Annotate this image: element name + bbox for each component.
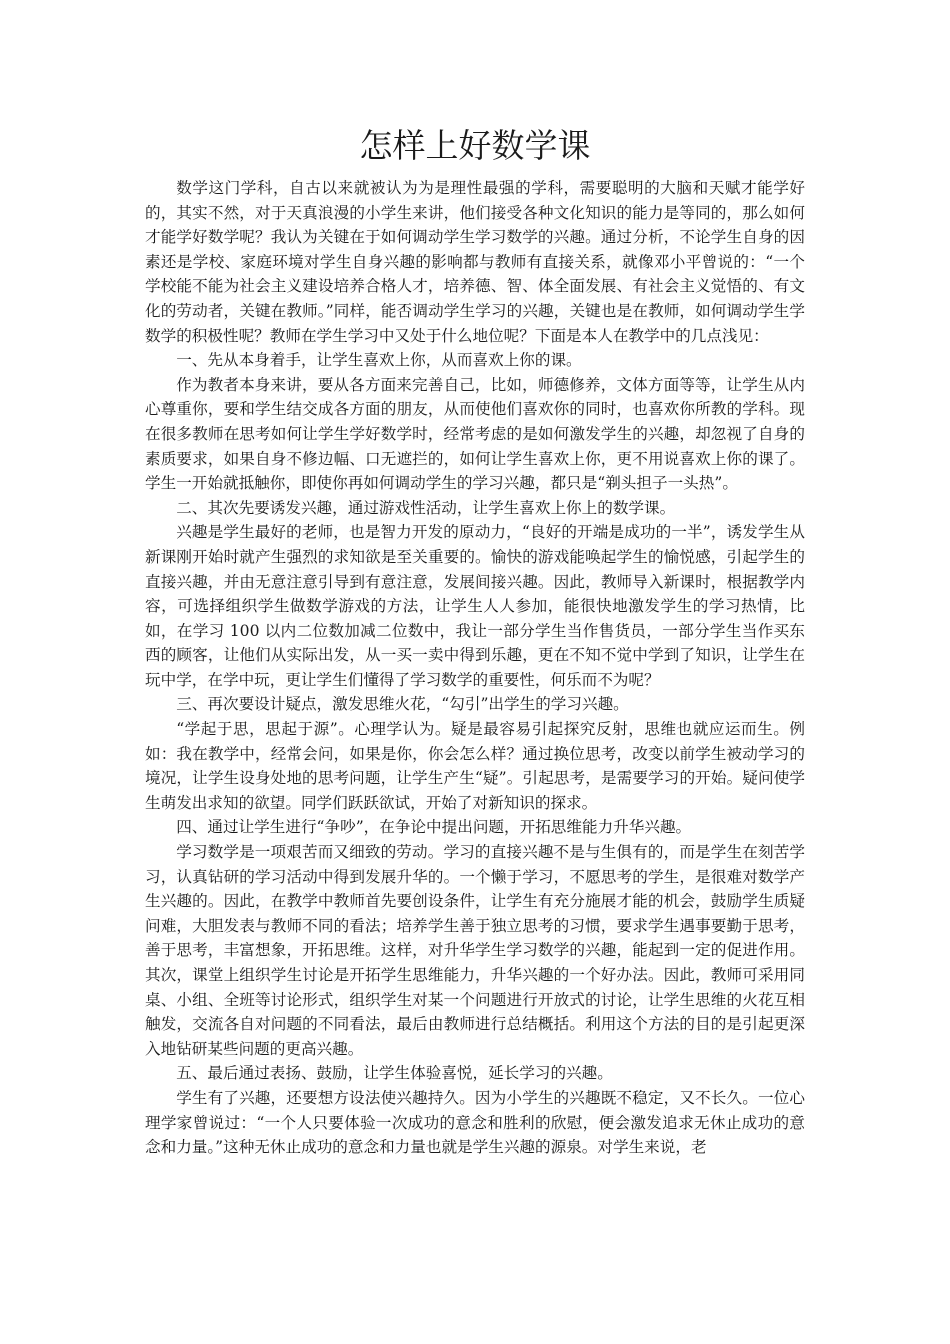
section-heading-5: 五、最后通过表扬、鼓励，让学生体验喜悦，延长学习的兴趣。 [176,1064,613,1083]
section-paragraph-1: 作为教者本身来讲，要从各方面来完善自己，比如，师德修养，文体方面等等，让学生从内心尊重你，要和学生结交成各方面的朋友，从而使他们喜欢你的同时，也喜欢你所教的学科。现在很多教师在思考如何让学生学好数学时，经常考虑的是如何激发学生的兴趣，却忽视了自身的素质要求，如果自身不修边幅、口无遮拦的，如何让学生喜欢上你，更不用说喜欢上你的课了。学生一开始就抵触你，即使你再如何调动学生的学习兴趣，都只是“剃头担子一头热”。 [145,375,805,493]
section-heading-4: 四、通过让学生进行“争吵”，在争论中提出问题，开拓思维能力升华兴趣。 [176,818,692,837]
section-paragraph-4: 学习数学是一项艰苦而又细致的劳动。学习的直接兴趣不是与生俱有的，而是学生在刻苦学习，认真钻研的学习活动中得到发展升华的。一个懒于学习，不愿思考的学生，是很难对数学产生兴趣的。因此，在教学中教师首先要创设条件，让学生有充分施展才能的机会，鼓励学生质疑问难，大胆发表与教师不同的看法；培养学生善于独立思考的习惯，要求学生遇事要勤于思考，善于思考，丰富想象，开拓思维。这样，对升华学生学习数学的兴趣，能起到一定的促进作用。其次，课堂上组织学生讨论是开拓学生思维能力，升华兴趣的一个好办法。因此，教师可采用同桌、小组、全班等讨论形式，组织学生对某一个问题进行开放式的讨论，让学生思维的火花互相触发，交流各自对问题的不同看法，最后由教师进行总结概括。利用这个方法的目的是引起更深入地钻研某些问题的更高兴趣。 [145,843,805,1058]
section-heading-2: 二、其次先要诱发兴趣，通过游戏性活动，让学生喜欢上你上的数学课。 [176,498,676,517]
document-body [145,176,805,1160]
section-paragraph-5: 学生有了兴趣，还要想方设法使兴趣持久。因为小学生的兴趣既不稳定，又不长久。一位心理学家曾说过：“一个人只要体验一次成功的意念和胜利的欣慰，便会激发追求无休止成功的意念和力量。”这种无休止成功的意念和力量也就是学生兴趣的源泉。对学生来说，老 [145,1088,805,1157]
intro-paragraph: 数学这门学科，自古以来就被认为为是理性最强的学科，需要聪明的大脑和天赋才能学好的，其实不然，对于天真浪漫的小学生来讲，他们接受各种文化知识的能力是等同的，那么如何才能学好数学呢？我认为关键在于如何调动学生学习数学的兴趣。通过分析，不论学生自身的因素还是学校、家庭环境对学生自身兴趣的影响都与教师有直接关系，就像邓小平曾说的：“一个学校能不能为社会主义建设培养合格人才，培养德、智、体全面发展、有社会主义觉悟的、有文化的劳动者，关键在教师。”同样，能否调动学生学习的兴趣，关键也是在教师，如何调动学生学数学的积极性呢？教师在学生学习中又处于什么地位呢？下面是本人在教学中的几点浅见： [145,179,805,345]
section-paragraph-2: 兴趣是学生最好的老师，也是智力开发的原动力，“良好的开端是成功的一半”，诱发学生从新课刚开始时就产生强烈的求知欲是至关重要的。愉快的游戏能唤起学生的愉悦感，引起学生的直接兴趣，并由无意注意引导到有意注意，发展间接兴趣。因此，教师导入新课时，根据教学内容，可选择组织学生做数学游戏的方法，让学生人人参加，能很快地激发学生的学习热情，比如，在学习 100 以内二位数加减二位数中，我让一部分学生当作售货员，一部分学生当作买东西的顾客，让他们从实际出发，从一买一卖中得到乐趣，更在不知不觉中学到了知识，让学生在玩中学，在学中玩，更让学生们懂得了学习数学的重要性，何乐而不为呢？ [145,523,805,689]
section-heading-3: 三、再次要设计疑点，激发思维火花，“勾引”出学生的学习兴趣。 [176,695,629,714]
section-paragraph-3: “学起于思，思起于源”。心理学认为。疑是最容易引起探究反射，思维也就应运而生。例如：我在教学中，经常会问，如果是你，你会怎么样？通过换位思考，改变以前学生被动学习的境况，让学生设身处地的思考问题，让学生产生“疑”。引起思考，是需要学习的开始。疑问使学生萌发出求知的欲望。同学们跃跃欲试，开始了对新知识的探求。 [145,720,805,812]
section-heading-1: 一、先从本身着手，让学生喜欢上你，从而喜欢上你的课。 [176,351,582,370]
document-title: 怎样上好数学课 [359,126,591,165]
